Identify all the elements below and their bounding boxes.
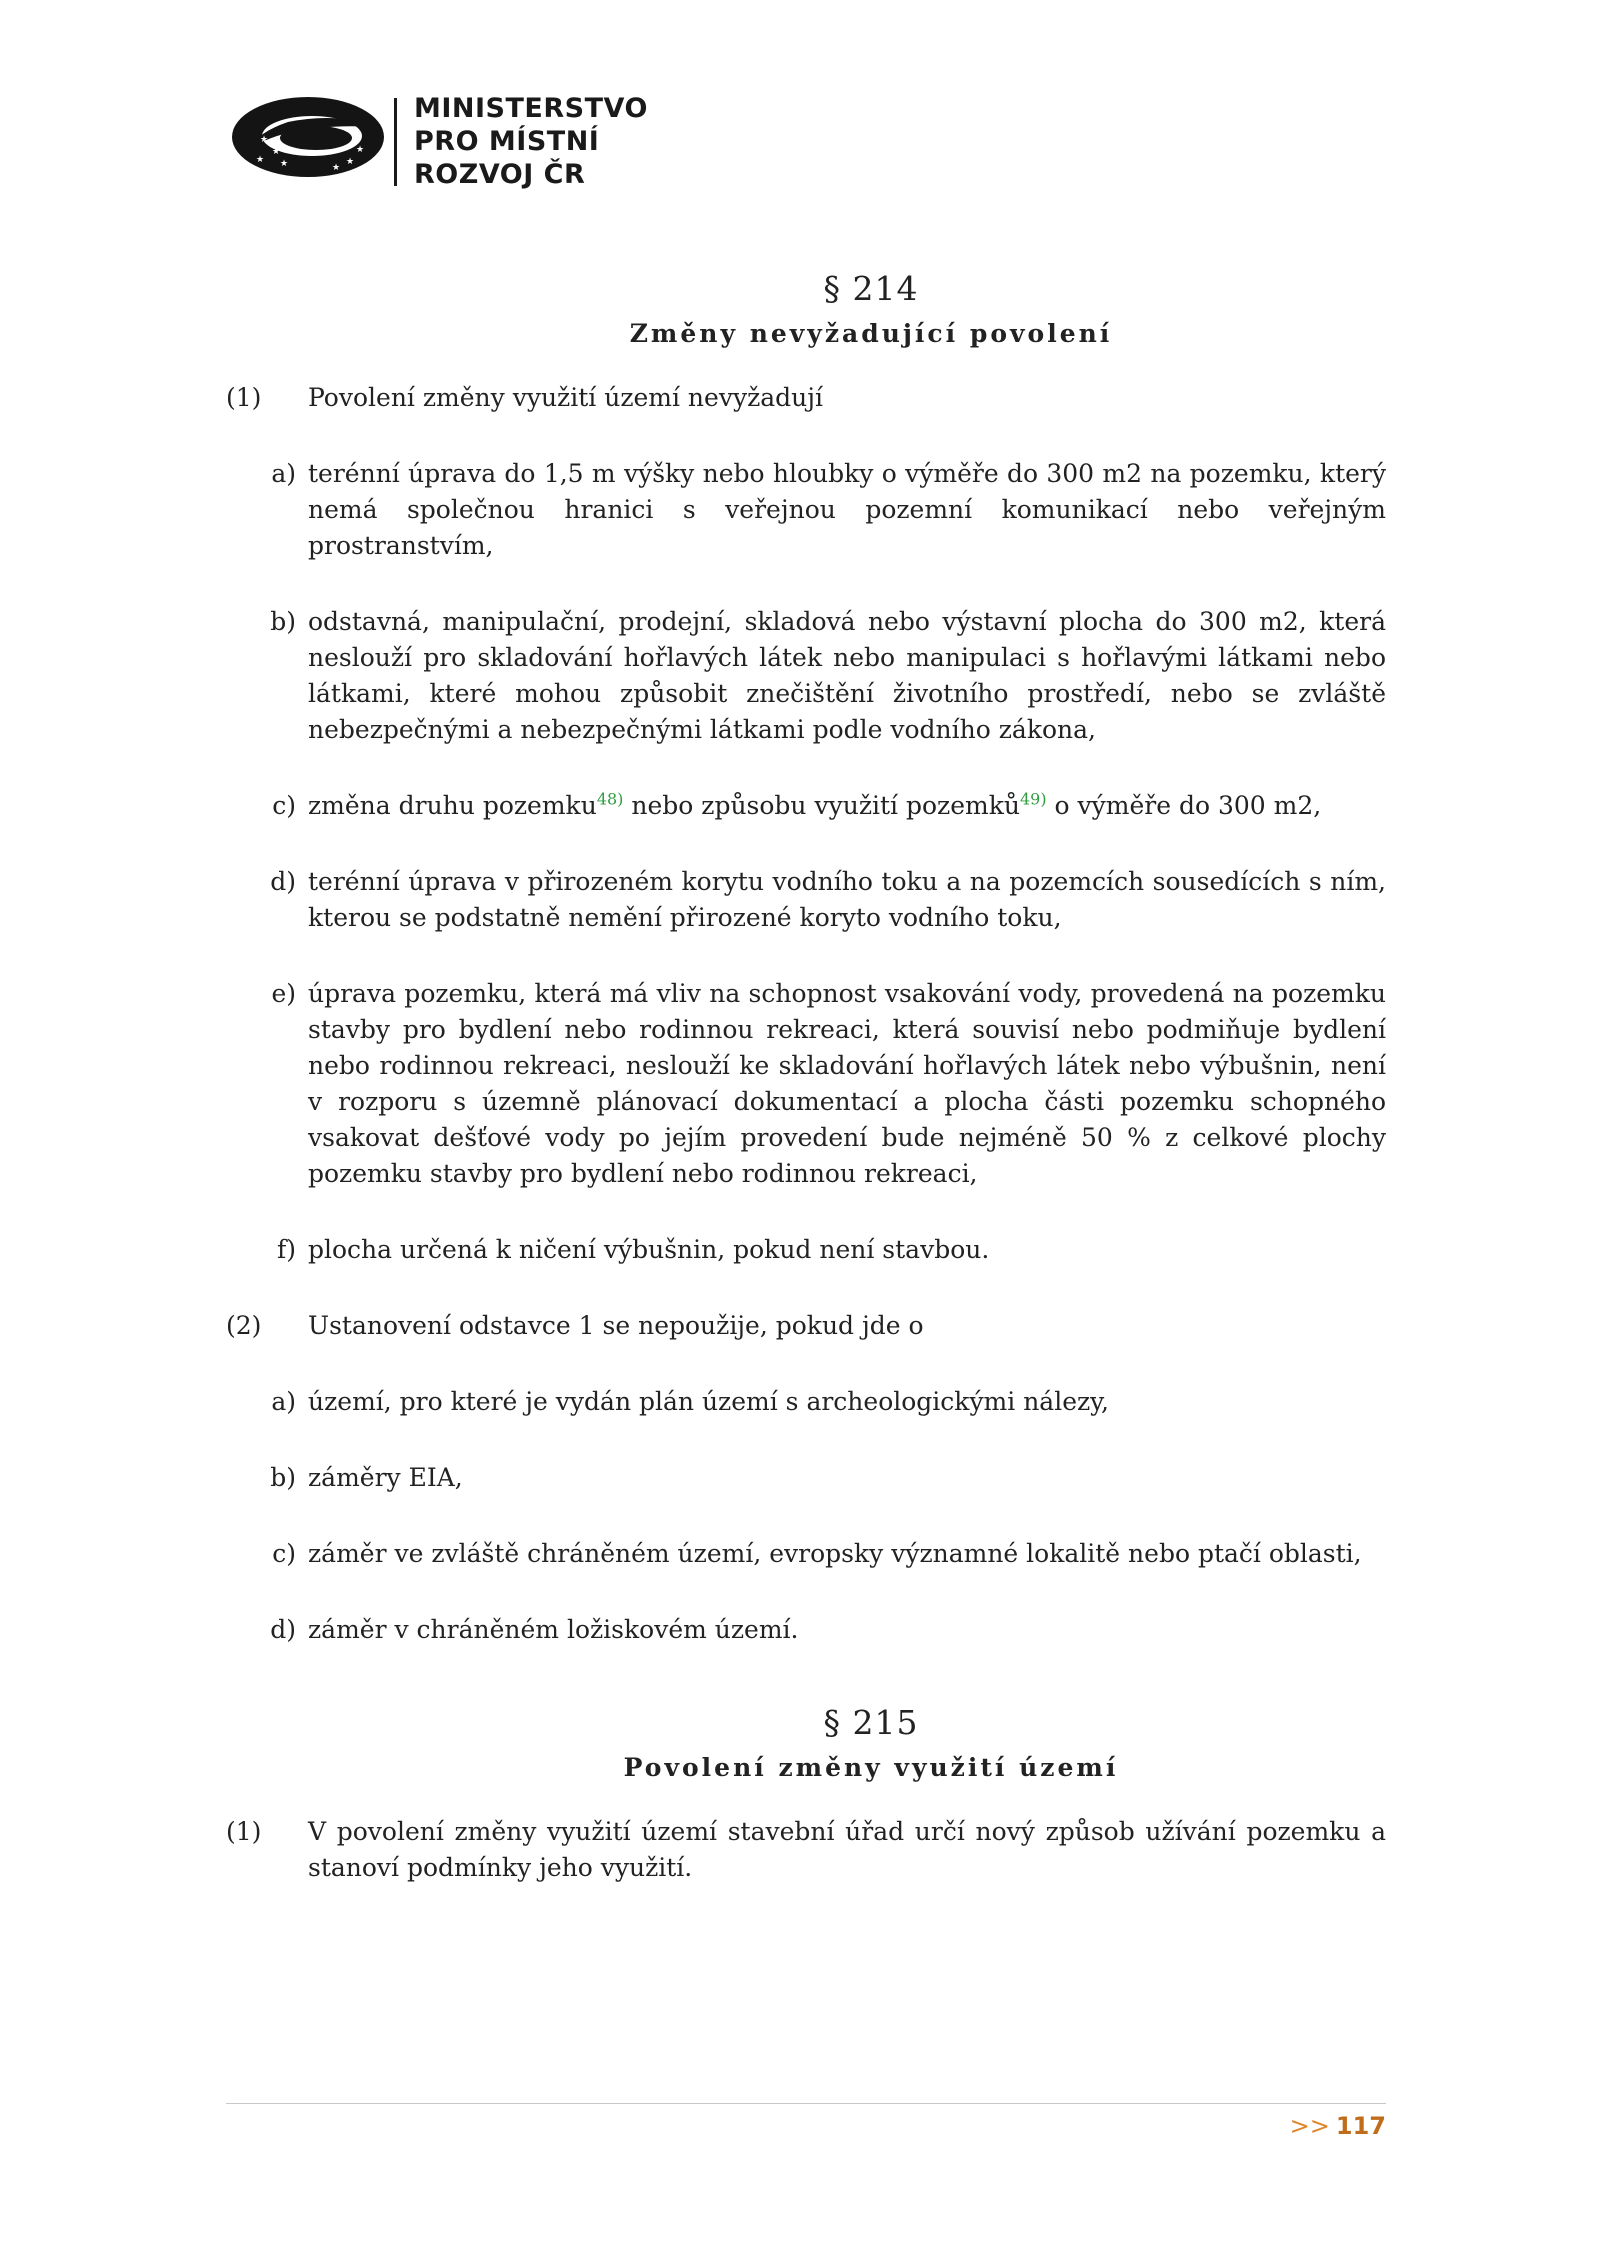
paragraph-214-1: [226, 380, 1386, 416]
item-text-part: o výměře do 300 m2,: [1046, 791, 1322, 820]
page-footer: [1290, 2112, 1386, 2140]
item-label: f): [276, 1235, 296, 1264]
page-number: 117: [1335, 2112, 1386, 2140]
logo-line-1: MINISTERSTVO: [414, 93, 648, 124]
item-text: plocha určená k ničení výbušnin, pokud není stavbou.: [308, 1235, 990, 1264]
svg-text:★: ★: [332, 163, 341, 173]
item-label: c): [272, 791, 296, 820]
paragraph-214-2: [226, 1308, 1386, 1344]
item-label: d): [270, 1615, 296, 1644]
item-text: odstavná, manipulační, prodejní, skladová nebo výstavní plocha do 300 m2, která neslouží pro skladování hořlavých látek nebo manipulaci s hořlavými látkami nebo látkami, které mohou způsobit znečištění životního prostředí, nebo se zvláště nebezpečnými a nebezpečnými látkami podle vodního zákona,: [308, 607, 1386, 744]
paragraph-number: (2): [226, 1311, 262, 1340]
list-item-b: [226, 1460, 1386, 1496]
document-body: [226, 266, 1386, 1886]
page-arrows-icon: >>: [1289, 2112, 1330, 2140]
list-item-b: [226, 604, 1386, 748]
logo-divider: [394, 98, 397, 186]
paragraph-215-1: [226, 1814, 1386, 1886]
item-label: a): [271, 1387, 296, 1416]
footnote-link-48[interactable]: 48): [596, 789, 624, 809]
svg-text:★: ★: [346, 157, 355, 167]
item-text: úprava pozemku, která má vliv na schopnost vsakování vody, provedená na pozemku stavby pro bydlení nebo rodinnou rekreaci, která souvisí nebo podmiňuje bydlení nebo rodinnou rekreaci, neslouží ke skladování hořlavých látek nebo výbušnin, není v rozporu s územně plánovací dokumentací a plocha části pozemku schopného vsakovat dešťové vody po jejím provedení bude nejméně 50 % z celkové plochy pozemku stavby pro bydlení nebo rodinnou rekreaci,: [308, 979, 1386, 1188]
list-item-d: [226, 864, 1386, 936]
svg-text:★: ★: [280, 159, 289, 169]
item-text: záměry EIA,: [308, 1463, 463, 1492]
list-item-c: [226, 1536, 1386, 1572]
svg-text:★: ★: [356, 145, 365, 155]
section-215-number: § 215: [823, 1703, 919, 1742]
section-214-title: Změny nevyžadující povolení: [629, 319, 1113, 348]
item-label: b): [270, 1463, 296, 1492]
logo-line-3: ROZVOJ ČR: [414, 159, 586, 190]
list-item-a: [226, 1384, 1386, 1420]
item-text: záměr v chráněném ložiskovém území.: [308, 1615, 799, 1644]
list-item-a: [226, 456, 1386, 564]
item-label: d): [270, 867, 296, 896]
item-text: [308, 788, 1386, 824]
footer-divider: [226, 2103, 1386, 2104]
footnote-link-49[interactable]: 49): [1019, 789, 1047, 809]
list-item-c: [226, 788, 1386, 824]
ministry-logo: [228, 92, 648, 192]
paragraph-number: (1): [226, 383, 262, 412]
item-text: území, pro které je vydán plán území s archeologickými nálezy,: [308, 1387, 1109, 1416]
item-label: a): [271, 459, 296, 488]
item-text: terénní úprava v přirozeném korytu vodního toku a na pozemcích sousedících s ním, kterou se podstatně nemění přirozené koryto vodního toku,: [308, 867, 1386, 932]
paragraph-number: (1): [226, 1817, 262, 1846]
svg-text:★: ★: [272, 147, 281, 157]
ministry-emblem-icon: [228, 92, 388, 182]
svg-text:★: ★: [256, 155, 265, 165]
item-text: terénní úprava do 1,5 m výšky nebo hloubky o výměře do 300 m2 na pozemku, který nemá společnou hranici s veřejnou pozemní komunikací nebo veřejným prostranstvím,: [308, 459, 1386, 560]
paragraph-text: Povolení změny využití území nevyžadují: [308, 383, 824, 412]
item-text-part: nebo způsobu využití pozemků: [623, 791, 1020, 820]
item-text-part: změna druhu pozemku: [308, 791, 597, 820]
svg-text:★: ★: [260, 135, 269, 145]
logo-text: [414, 92, 648, 191]
item-label: e): [271, 979, 296, 1008]
list-item-e: [226, 976, 1386, 1192]
list-item-d: [226, 1612, 1386, 1648]
paragraph-text: V povolení změny využití území stavební úřad určí nový způsob užívání pozemku a stanoví podmínky jeho využití.: [308, 1817, 1386, 1882]
item-label: b): [270, 607, 296, 636]
item-label: c): [272, 1539, 296, 1568]
paragraph-text: Ustanovení odstavce 1 se nepoužije, pokud jde o: [308, 1311, 924, 1340]
section-214-number: § 214: [823, 269, 919, 308]
section-215-title: Povolení změny využití území: [623, 1753, 1119, 1782]
logo-line-2: PRO MÍSTNÍ: [414, 126, 600, 157]
item-text: záměr ve zvláště chráněném území, evropsky významné lokalitě nebo ptačí oblasti,: [308, 1539, 1362, 1568]
list-item-f: [226, 1232, 1386, 1268]
